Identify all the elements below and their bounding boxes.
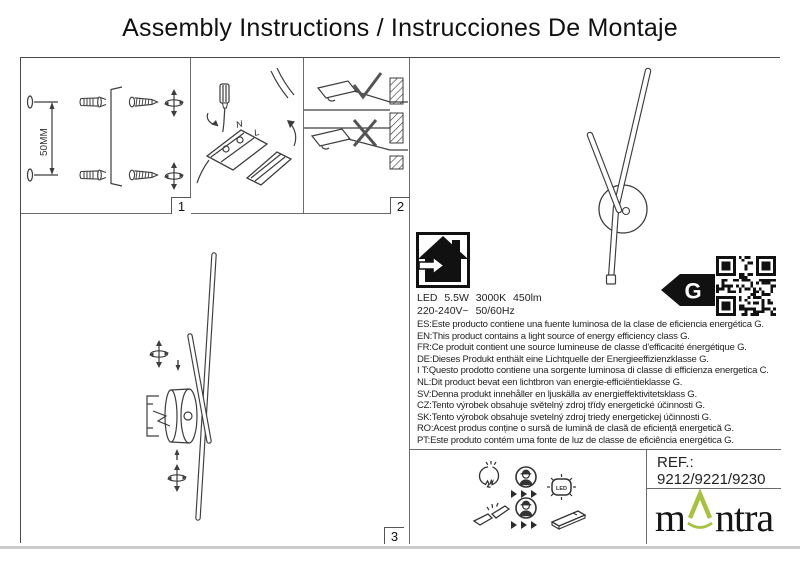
panel-energy-info	[409, 58, 781, 544]
terminal-l-label: L	[252, 126, 261, 138]
reference-box	[647, 450, 781, 489]
panel-wall-connection	[304, 58, 409, 214]
instruction-sheet	[20, 57, 780, 543]
panel-number-1: 1	[171, 197, 191, 214]
wall-connection-diagram	[304, 58, 408, 213]
energy-statement: EN:This product contains a light source of energy efficiency class G.	[417, 330, 690, 342]
energy-statement: NL:Dit product bevat een lichtbron van energie-efficiëntieklasse G.	[417, 376, 683, 388]
wall-drilling-diagram	[21, 58, 190, 213]
indoor-use-icon	[416, 232, 470, 288]
svg-text:LED: LED	[556, 485, 567, 492]
energy-statement: DE:Dieses Produkt enthält eine Lichtquelle der Energieeffizienzklasse G.	[417, 353, 709, 365]
energy-statement: CZ:Tento výrobek obsahuje světelný zdroj třídy energetické účinnosti G.	[417, 400, 705, 412]
energy-class-letter: G	[684, 278, 702, 304]
arrows-icon	[511, 490, 537, 498]
energy-statement: SK:Tento výrobok obsahuje svetelný zdroj triedy energetickej účinnosti G.	[417, 411, 712, 423]
energy-statement: PT:Este produto contém uma fonte de luz de classe de eficiência energética G.	[417, 434, 734, 446]
page-title: Assembly Instructions / Instrucciones De Montaje	[122, 14, 678, 42]
reference-cell	[647, 450, 781, 544]
panel-number-3: 3	[384, 527, 404, 544]
brand-prefix: m	[654, 495, 685, 540]
ref-numbers: 9212/9221/9230	[657, 471, 766, 488]
spec-lamp: LED 5.5W 3000K 450lm	[417, 292, 542, 304]
technician-icon	[516, 498, 536, 518]
ref-label: REF.:	[657, 454, 694, 471]
panel-terminal-wiring	[191, 58, 304, 214]
panel-lamp-adjust	[21, 214, 409, 544]
panel-drilling	[21, 58, 191, 214]
spec-power: 220-240V~ 50/60Hz	[417, 305, 515, 317]
energy-statements	[417, 319, 779, 447]
terminal-n-label: N	[234, 118, 244, 130]
brand-suffix: ntra	[714, 495, 774, 540]
qr-code-wrap	[714, 256, 778, 316]
lamp-side-view	[21, 214, 409, 543]
energy-statement: FR:Ce produit contient une source lumineuse de classe d'efficacité énergétique G.	[417, 342, 747, 354]
broken-led-icon	[479, 461, 498, 487]
brand-caret-icon	[686, 489, 714, 531]
energy-statement: SV:Denna produkt innehåller en ljuskälla av energieffektivitetsklass G.	[417, 388, 697, 400]
brand-logo	[647, 489, 781, 545]
terminal-wiring-diagram	[191, 58, 303, 213]
panel-number-2: 2	[390, 197, 410, 214]
led-light-icon	[547, 474, 576, 500]
page-edge-shadow	[0, 546, 800, 549]
technician-icon	[516, 467, 536, 487]
qr-code	[714, 256, 778, 316]
led-strip-icon	[552, 511, 585, 529]
hole-distance-label: 50MM	[39, 128, 50, 156]
energy-statement: I T:Questo prodotto contiene una sorgente luminosa di classe di efficienza energetica C.	[417, 365, 769, 377]
broken-led-strip-icon	[474, 503, 509, 525]
energy-class-arrow	[660, 273, 716, 307]
energy-statement: RO:Acest produs conține o sursă de lumină de clasă de eficiență energetică G.	[417, 423, 734, 435]
bottom-row	[410, 449, 781, 544]
service-pictograms	[410, 450, 647, 544]
arrows-icon	[511, 521, 537, 529]
energy-statement: ES:Este producto contiene una fuente luminosa de la clase de eficiencia energética G.	[417, 319, 764, 330]
lamp-specs	[417, 292, 542, 318]
